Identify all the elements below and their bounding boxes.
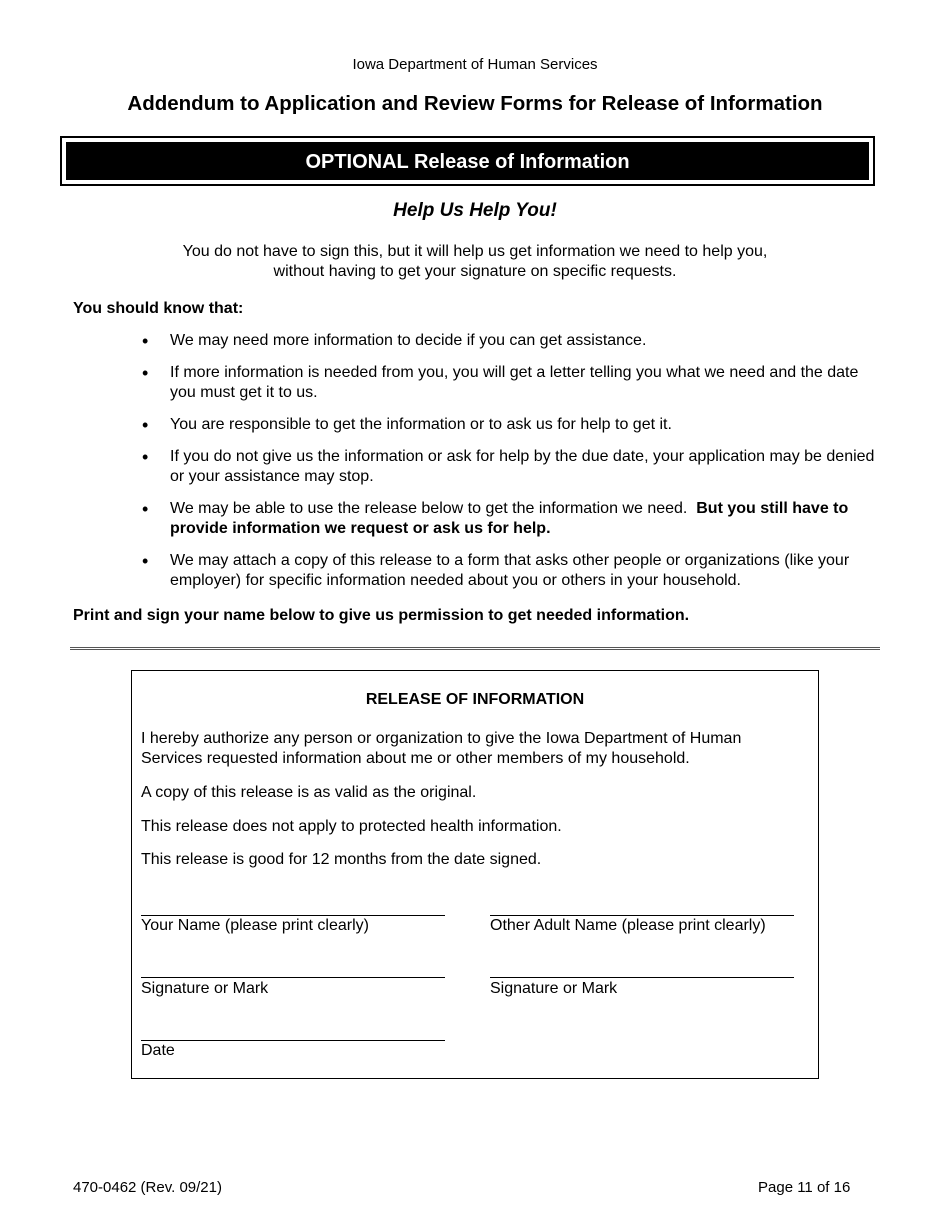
notice-list <box>140 331 880 603</box>
your-name-field[interactable] <box>141 915 445 916</box>
list-item <box>140 363 880 403</box>
list-item <box>140 415 880 435</box>
subtitle: Help Us Help You! <box>393 200 557 221</box>
release-form <box>131 670 819 1079</box>
list-item-text: If more information is needed from you, you will get a letter telling you what we need and the date you must get it to us. <box>170 364 859 401</box>
banner <box>60 136 875 186</box>
page-number: Page 11 of 16 <box>758 1179 851 1196</box>
release-title: RELEASE OF INFORMATION <box>365 691 585 708</box>
intro-text <box>0 242 950 282</box>
release-copy-valid-text: A copy of this release is as valid as the original. <box>141 784 477 801</box>
intro-line-1: You do not have to sign this, but it will help us get information we need to help you, <box>182 243 768 260</box>
list-item-text: You are responsible to get the information or to ask us for help to get it. <box>170 416 672 433</box>
other-adult-signature-field[interactable] <box>490 977 794 978</box>
other-adult-name-field[interactable] <box>490 915 794 916</box>
list-item <box>140 447 880 487</box>
your-name-label: Your Name (please print clearly) <box>141 917 369 934</box>
list-item <box>140 331 880 351</box>
list-item-bold-text: But you still have to provide information we request or ask us for help. <box>170 500 849 537</box>
banner-text: OPTIONAL Release of Information <box>66 142 869 180</box>
release-good-for-text: This release is good for 12 months from the date signed. <box>141 851 542 868</box>
form-number: 470-0462 (Rev. 09/21) <box>73 1179 222 1196</box>
list-item <box>140 499 880 539</box>
document-title: Addendum to Application and Review Forms for Release of Information <box>127 92 823 115</box>
other-adult-signature-label: Signature or Mark <box>490 980 618 997</box>
list-item-text: We may need more information to decide if you can get assistance. <box>170 332 647 349</box>
notice-heading: You should know that: <box>73 300 244 317</box>
list-item <box>140 551 880 591</box>
intro-line-2: without having to get your signature on specific requests. <box>273 263 677 280</box>
agency-name: Iowa Department of Human Services <box>352 56 598 73</box>
other-adult-name-label: Other Adult Name (please print clearly) <box>490 917 766 934</box>
date-field[interactable] <box>141 1040 445 1041</box>
release-authorize-text: I hereby authorize any person or organization to give the Iowa Department of Human Services requested information about me or other members of my household. <box>141 730 742 767</box>
release-not-apply-text: This release does not apply to protected health information. <box>141 818 562 835</box>
list-item-text: We may be able to use the release below to get the information we need. <box>170 500 688 517</box>
section-divider <box>70 647 880 650</box>
list-item-text: If you do not give us the information or ask for help by the due date, your application may be denied or your assistance may stop. <box>170 448 875 485</box>
list-item-text: We may attach a copy of this release to a form that asks other people or organizations (like your employer) for specific information needed about you or others in your household. <box>170 552 850 589</box>
your-signature-label: Signature or Mark <box>141 980 269 997</box>
permission-statement: Print and sign your name below to give us permission to get needed information. <box>73 607 690 624</box>
your-signature-field[interactable] <box>141 977 445 978</box>
date-label: Date <box>141 1042 175 1059</box>
